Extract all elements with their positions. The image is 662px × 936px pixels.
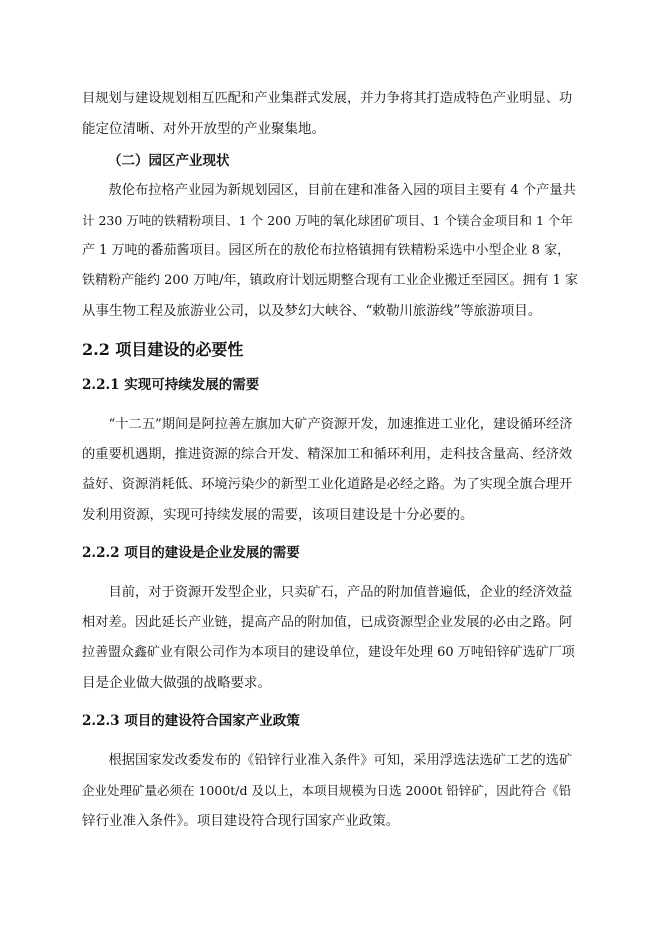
section-heading-2-2-2: 2.2.2 项目的建设是企业发展的需要 <box>82 545 300 561</box>
text-line: 目是企业做大做强的战略要求。 <box>82 675 271 691</box>
text-line: 能定位清晰、对外开放型的产业聚集地。 <box>82 121 325 137</box>
section-heading-park-status: （二）园区产业现状 <box>108 153 230 169</box>
intro-paragraph <box>82 84 578 144</box>
park-status-paragraph <box>82 176 578 326</box>
text-line: 企业处理矿量必须在 1000t/d 及以上，本项目规模为日选 2000t 铅锌矿，因此符合《铅 <box>82 783 572 798</box>
paragraph-2-2-2 <box>82 578 578 698</box>
text-line: 敖伦布拉格产业园为新规划园区，目前在建和准备入园的项目主要有 4 个产量共 <box>82 183 576 198</box>
section-heading-2-2-1: 2.2.1 实现可持续发展的需要 <box>82 377 260 393</box>
text-line: 目前，对于资源开发型企业，只卖矿石，产品的附加值普遍低，企业的经济效益 <box>82 585 573 600</box>
text-line: 从事生物工程及旅游业公司，以及梦幻大峡谷、“敕勒川旅游线”等旅游项目。 <box>82 303 542 319</box>
section-heading-2-2: 2.2 项目建设的必要性 <box>82 340 244 359</box>
text-line: 铁精粉产能约 200 万吨/年，镇政府计划远期整合现有工业企业搬迁至园区。拥有 1 家 <box>82 273 578 288</box>
text-line: 的重要机遇期，推进资源的综合开发、精深加工和循环利用，走科技含量高、经济效 <box>82 447 573 462</box>
text-line: 产 1 万吨的番茄酱项目。园区所在的敖伦布拉格镇拥有铁精粉采选中小型企业 8 家， <box>82 243 571 258</box>
text-line: 计 230 万吨的铁精粉项目、1 个 200 万吨的氧化球团矿项目、1 个镁合金项目和 1 个年 <box>82 213 573 228</box>
text-line: 发利用资源，实现可持续发展的需要，该项目建设是十分必要的。 <box>82 507 474 523</box>
text-line: 锌行业准入条件》。项目建设符合现行国家产业政策。 <box>82 813 400 829</box>
paragraph-2-2-1 <box>82 410 578 530</box>
paragraph-2-2-3 <box>82 746 578 836</box>
text-line: 目规划与建设规划相互匹配和产业集群式发展，并力争将其打造成特色产业明显、功 <box>82 91 573 106</box>
text-line: “十二五”期间是阿拉善左旗加大矿产资源开发，加速推进工业化，建设循环经济 <box>82 417 573 432</box>
text-line: 益好、资源消耗低、环境污染少的新型工业化道路是必经之路。为了实现全旗合理开 <box>82 477 573 492</box>
section-heading-2-2-3: 2.2.3 项目的建设符合国家产业政策 <box>82 713 300 729</box>
text-line: 根据国家发改委发布的《铅锌行业准入条件》可知，采用浮选法选矿工艺的选矿 <box>82 753 573 768</box>
text-line: 相对差。因此延长产业链，提高产品的附加值，已成资源型企业发展的必由之路。阿 <box>82 615 573 630</box>
text-line: 拉善盟众鑫矿业有限公司作为本项目的建设单位，建设年处理 60 万吨铅锌矿选矿厂项 <box>82 645 575 660</box>
